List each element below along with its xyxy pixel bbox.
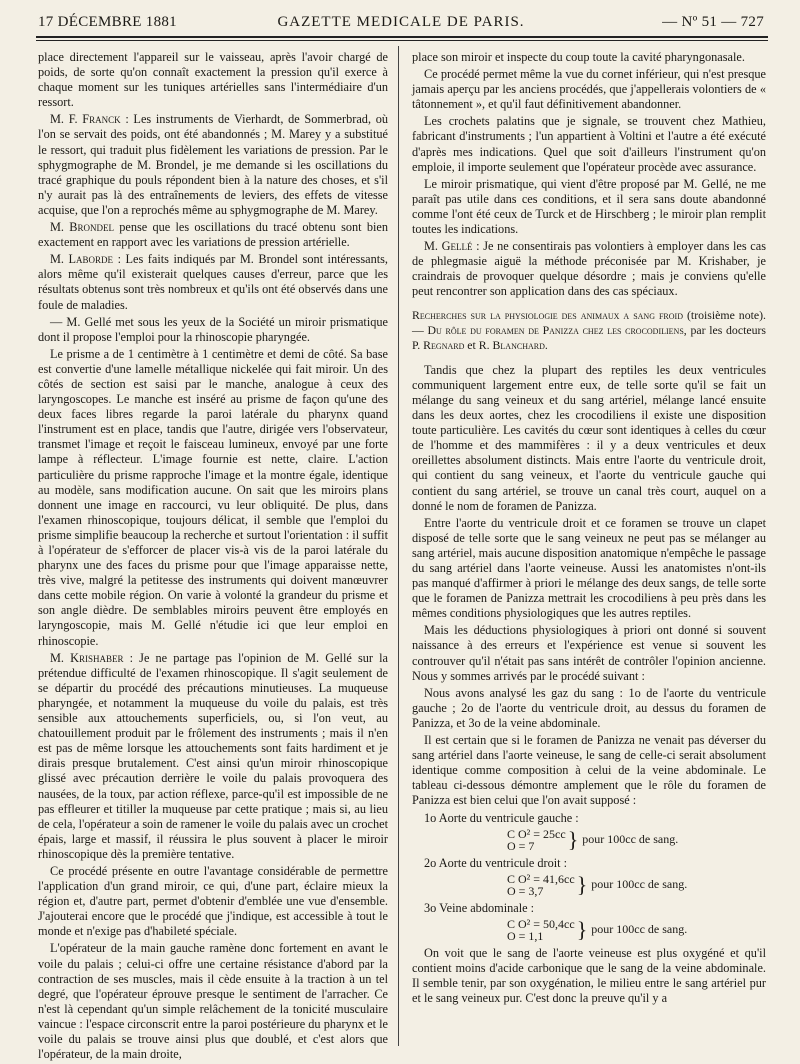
paragraph-text: Il est certain que si le foramen de Panizza ne venait pas déverser du sang artériel dans l'aorte veineuse, le sang de celle-ci serait absolument identique comme composition à celui de la veine abdominale. Le tableau ci-dessous démontre amplement que le rôle du foramen de Panizza est bien celui que l'on avait supposé : (412, 733, 766, 808)
journal-title: GAZETTE MEDICALE DE PARIS. (277, 14, 525, 30)
paragraph (412, 239, 766, 299)
page-header (38, 12, 764, 36)
paragraph-text: L'opérateur de la main gauche ramène donc fortement en avant le voile du palais ; celui-ci offre une certaine résistance d'abord par la contraction de ses muscles, mais il cède ensuite à la traction à un tel degré, que l'opérateur éprouve presque le sentiment de l'arracher. Ce n'est là cependant qu'un simple relâchement de la tonicité musculaire vaincue : l'espace circonscrit entre la paroi postérieure du pharynx et le voile du palais se trouve ainsi plus que doublé, et c'est alors que l'opérateur, de la main droite, (38, 941, 388, 1062)
paragraph (38, 112, 388, 218)
right-column (412, 50, 766, 1008)
paragraph (38, 315, 388, 345)
paragraph-text: : Je ne consentirais pas volontiers à employer dans les cas de phlegmasie aiguë la méthode préconisée par M. Krishaber, je craindrais de provoquer quelque désordre ; mais je conviens qu'elle peut rencontrer son application dans des cas spéciaux. (412, 239, 767, 299)
unit-label: pour 100cc de sang. (582, 832, 679, 847)
paragraph-text: place directement l'appareil sur le vaisseau, après l'avoir chargé de poids, de sorte qu'on connaît exactement la pression qu'il exerce à chaque moment sur les tuniques artérielles sans l'intermédiaire d'un ressort. (38, 50, 388, 110)
paragraph-text: Mais les déductions physiologiques à priori ont donné si souvent naissance à des erreurs et l'expérience est venue si souvent les controuver qu'il n'était pas sans intérêt de contrôler l'opinion ancienne. Nous y sommes arrivés par le procédé suivant : (412, 623, 766, 683)
paragraph (38, 864, 388, 939)
speaker-name: M. Laborde (50, 252, 114, 267)
column-divider (398, 46, 399, 1046)
speaker-name: M. Gellé (424, 239, 473, 254)
paragraph (38, 941, 388, 1062)
paragraph-text: : Les faits indiqués par M. Brondel sont intéressants, alors même qu'il existerait quelques causes d'erreur, parce que les résultats obtenus sont très nombreux et qu'ils ont été observés dans une foule de maladies. (38, 252, 388, 312)
speaker-name: M. Brondel (50, 220, 114, 235)
gas-formula (507, 873, 766, 897)
paragraph-text: pense que les oscillations du tracé obtenu sont bien exactement en rapport avec les variations de pression artérielle. (38, 220, 389, 250)
results-table (412, 811, 766, 942)
result-label: 3o Veine abdominale : (424, 900, 535, 915)
paragraph-text: Tandis que chez la plupart des reptiles les deux ventricules communiquent largement entre eux, de telle sorte qu'il se fait un mélange du sang veineux et du sang artériel, mélange lancé ensuite dans les deux aortes, chez les crocodiliens il existe une disposition toute particulière. Les cavités du cœur sont identiques à celles du cœur de l'homme et des mammifères : il y a deux ventricules et deux oreillettes absolument distincts. Mais entre l'aorte du ventricule droit, qui contient du sang veineux, et l'aorte du ventricule gauche qui contient du sang artériel, se trouve un canal très court, auquel on a donné le nom de foramen de Panizza. (412, 362, 766, 513)
gas-formula (507, 828, 766, 852)
co2-value: C O² = 41,6cc (507, 871, 575, 886)
left-column (38, 50, 388, 1064)
section-title: Recherches sur la physiologie des animaux a sang froid (troisième note). — Du rôle du foramen de Panizza chez les crocodiliens, par les docteurs P. Regnard et R. Blanchard. (412, 307, 766, 352)
gas-formula (507, 918, 766, 942)
paragraph (412, 686, 766, 731)
header-rule-thin (36, 40, 768, 41)
brace-symbol: } (576, 871, 588, 897)
co2-value: C O² = 50,4cc (507, 916, 575, 931)
paragraph (412, 623, 766, 683)
paragraph-text: Entre l'aorte du ventricule droit et ce foramen se trouve un clapet disposé de telle sorte que le sang veineux ne peut pas se mélanger au sang artériel, mais aucune disposition anatomique n'empêche le passage du sang artériel dans l'aorte veineuse. Aussi les anatomistes n'ont-ils pas manqué d'affirmer à priori le mélange des deux sangs, de telle sorte que le foramen de Panizza mettrait les crocodiliens à peu près dans les mêmes conditions physiologiques que les autres reptiles. (412, 515, 766, 621)
paragraph (412, 67, 766, 112)
o-value: O = 7 (507, 838, 535, 853)
paragraph-text: Nous avons analysé les gaz du sang : 1o de l'aorte du ventricule gauche ; 2o de l'aorte du ventricule droit, au dessus du foramen de Panizza, et 3o de la veine abdominale. (412, 685, 766, 730)
paragraph (38, 252, 388, 312)
header-rule (36, 36, 768, 38)
speaker-name: M. F. Franck (50, 112, 121, 127)
issue-number: — Nº 51 — 727 (662, 14, 764, 30)
paragraph (38, 347, 388, 649)
paragraph (412, 114, 766, 174)
unit-label: pour 100cc de sang. (591, 877, 688, 892)
brace-symbol: } (567, 826, 579, 852)
result-label: 1o Aorte du ventricule gauche : (424, 810, 579, 825)
paragraph (412, 363, 766, 514)
paragraph-text: : Les instruments de Vierhardt, de Sommerbrad, où l'on se servait des poids, ont été abandonnés ; M. Marey y a substitué le ressort, qui traduit plus fidèlement les variations de pression. Par le sphygmographe de M. Brondel, je me demande si les oscillations du tracé graphique du pouls répondent bien à la nature des choses, et s'il n'y aurait pas là des entraînements de leviers, des effets de vitesse acquise, que l'on a reprochés même au sphygmographe de M. Marey. (38, 112, 389, 217)
o-value: O = 3,7 (507, 883, 544, 898)
co2-value: C O² = 25cc (507, 826, 566, 841)
paragraph (412, 177, 766, 237)
paragraph (412, 516, 766, 622)
unit-label: pour 100cc de sang. (591, 922, 688, 937)
paragraph-text: Le miroir prismatique, qui vient d'être proposé par M. Gellé, ne me paraît pas utile dans ces conditions, et il sera sans doute abandonné comme l'ont été ceux de Turck et de Hirschberg ; le miroir plan remplit toutes les indications. (412, 176, 766, 237)
paragraph-text: Ce procédé présente en outre l'avantage considérable de permettre l'application d'un grand miroir, ce qui, d'une part, éclaire mieux la région et, d'autre part, permet d'obtenir d'emblée une vue d'ensemble. J'ajouterai encore que le procédé que j'indique, est accessible à tout le monde et n'exige pas d'habileté spéciale. (38, 863, 388, 939)
paragraph (38, 50, 388, 110)
paragraph-text: : Je ne partage pas l'opinion de M. Gellé sur la prétendue difficulté de l'examen rhinoscopique. Il s'agit seulement de se départir du procédé des précautions minutieuses. La muqueuse pharyngée, et notamment la muqueuse du voile du palais, est très sensible aux attouchements superficiels, ou, si l'on veut, au chatouillement produit par le frôlement des instruments ; mais il n'en est pas de même lorsque les attouchements sont faits hardiment et je dirais presque brutalement. C'est ainsi qu'un miroir rhinoscopique glissé avec précaution derrière le voile du palais provoquera des nausées, de la toux, par action réflexe, parce-qu'il est impossible de ne pas effleurer et titiller la muqueuse par cette pratique ; mais si, au lieu de cela, l'opérateur a soin de ramener le voile du palais avec un crochet épais, large et massif, il réussira le plus souvent à placer le miroir rhinoscopique dès la première tentative. (38, 650, 388, 861)
right-column-body (412, 363, 766, 809)
paragraph-text: Les crochets palatins que je signale, se trouvent chez Mathieu, fabricant d'instruments ; l'un appartient à Voltini et l'autre a été exécuté d'après mes indications. Quel que soit d'ailleurs l'instrument qu'on emploie, il importe seulement que l'opérateur procède avec assurance. (412, 114, 766, 174)
issue-date: 17 DÉCEMBRE 1881 (38, 14, 177, 30)
brace-symbol: } (576, 916, 588, 942)
speaker-name: M. Krishaber (50, 650, 124, 665)
o-value: O = 1,1 (507, 928, 544, 943)
paragraph-text: place son miroir et inspecte du coup toute la cavité pharyngonasale. (412, 50, 745, 64)
paragraph (412, 50, 766, 65)
paragraph (412, 733, 766, 808)
paragraph-text: Ce procédé permet même la vue du cornet inférieur, qui n'est presque jamais aperçu par les anciens procédés, que j'appellerais volontiers de « tâtonnement », et qu'il faut définitivement abandonner. (412, 67, 766, 112)
final-paragraph: On voit que le sang de l'aorte veineuse est plus oxygéné et qu'il contient moins d'acide carbonique que le sang de la veine abdominale. Il semble tenir, par son oxygénation, le milieu entre le sang artériel pur et le sang veineux pur. C'est donc la preuve qu'il y a (412, 945, 766, 1006)
paragraph (38, 651, 388, 862)
paragraph-text: Le prisme a de 1 centimètre à 1 centimètre et demi de côté. Sa base est convertie d'une lamelle métallique nickelée qui fait miroir. Un des côtés de section est saisi par le manche, analogue à ceux des laryngoscopes. Le manche est inséré au prisme de façon qu'une des deux faces libres regarde la paroi latérale du pharynx quand l'instrument est en place, tandis que l'autre, dirigée vers l'observateur, transmet l'image et reçoit le faisceau lumineux, envoyé par une forte lampe à réflecteur. L'image fournie est nette, claire. L'action particulière du prisme rapproche l'image et la montre égale, identique au modèle, sans modification aucune. On sait que les miroirs plans donnent une image en raccourci, vu leur obliquité. De plus, dans l'examen rhinoscopique, toujours délicat, il semble que l'emploi du prisme simplifie beaucoup la recherche et surtout l'orientation : il suffit à l'opérateur de s'efforcer de placer vis-à vis de la paroi latérale du pharynx une des faces du prisme pour que l'image apparaisse nette, très vive, malgré la petitesse des instruments qui doivent manœuvrer dans cette mobile région. On varie à volonté la grandeur du prisme et son angle dièdre. De semblables miroirs peuvent être employés en laryngoscopie, mais M. Gellé n'étudie ici que leur emploi en rhinoscopie. (38, 346, 388, 648)
result-label: 2o Aorte du ventricule droit : (424, 855, 568, 870)
right-column-top (412, 50, 766, 300)
paragraph (38, 220, 388, 250)
paragraph-text: — M. Gellé met sous les yeux de la Société un miroir prismatique dont il propose l'emploi pour la rhinoscopie pharyngée. (38, 314, 388, 344)
